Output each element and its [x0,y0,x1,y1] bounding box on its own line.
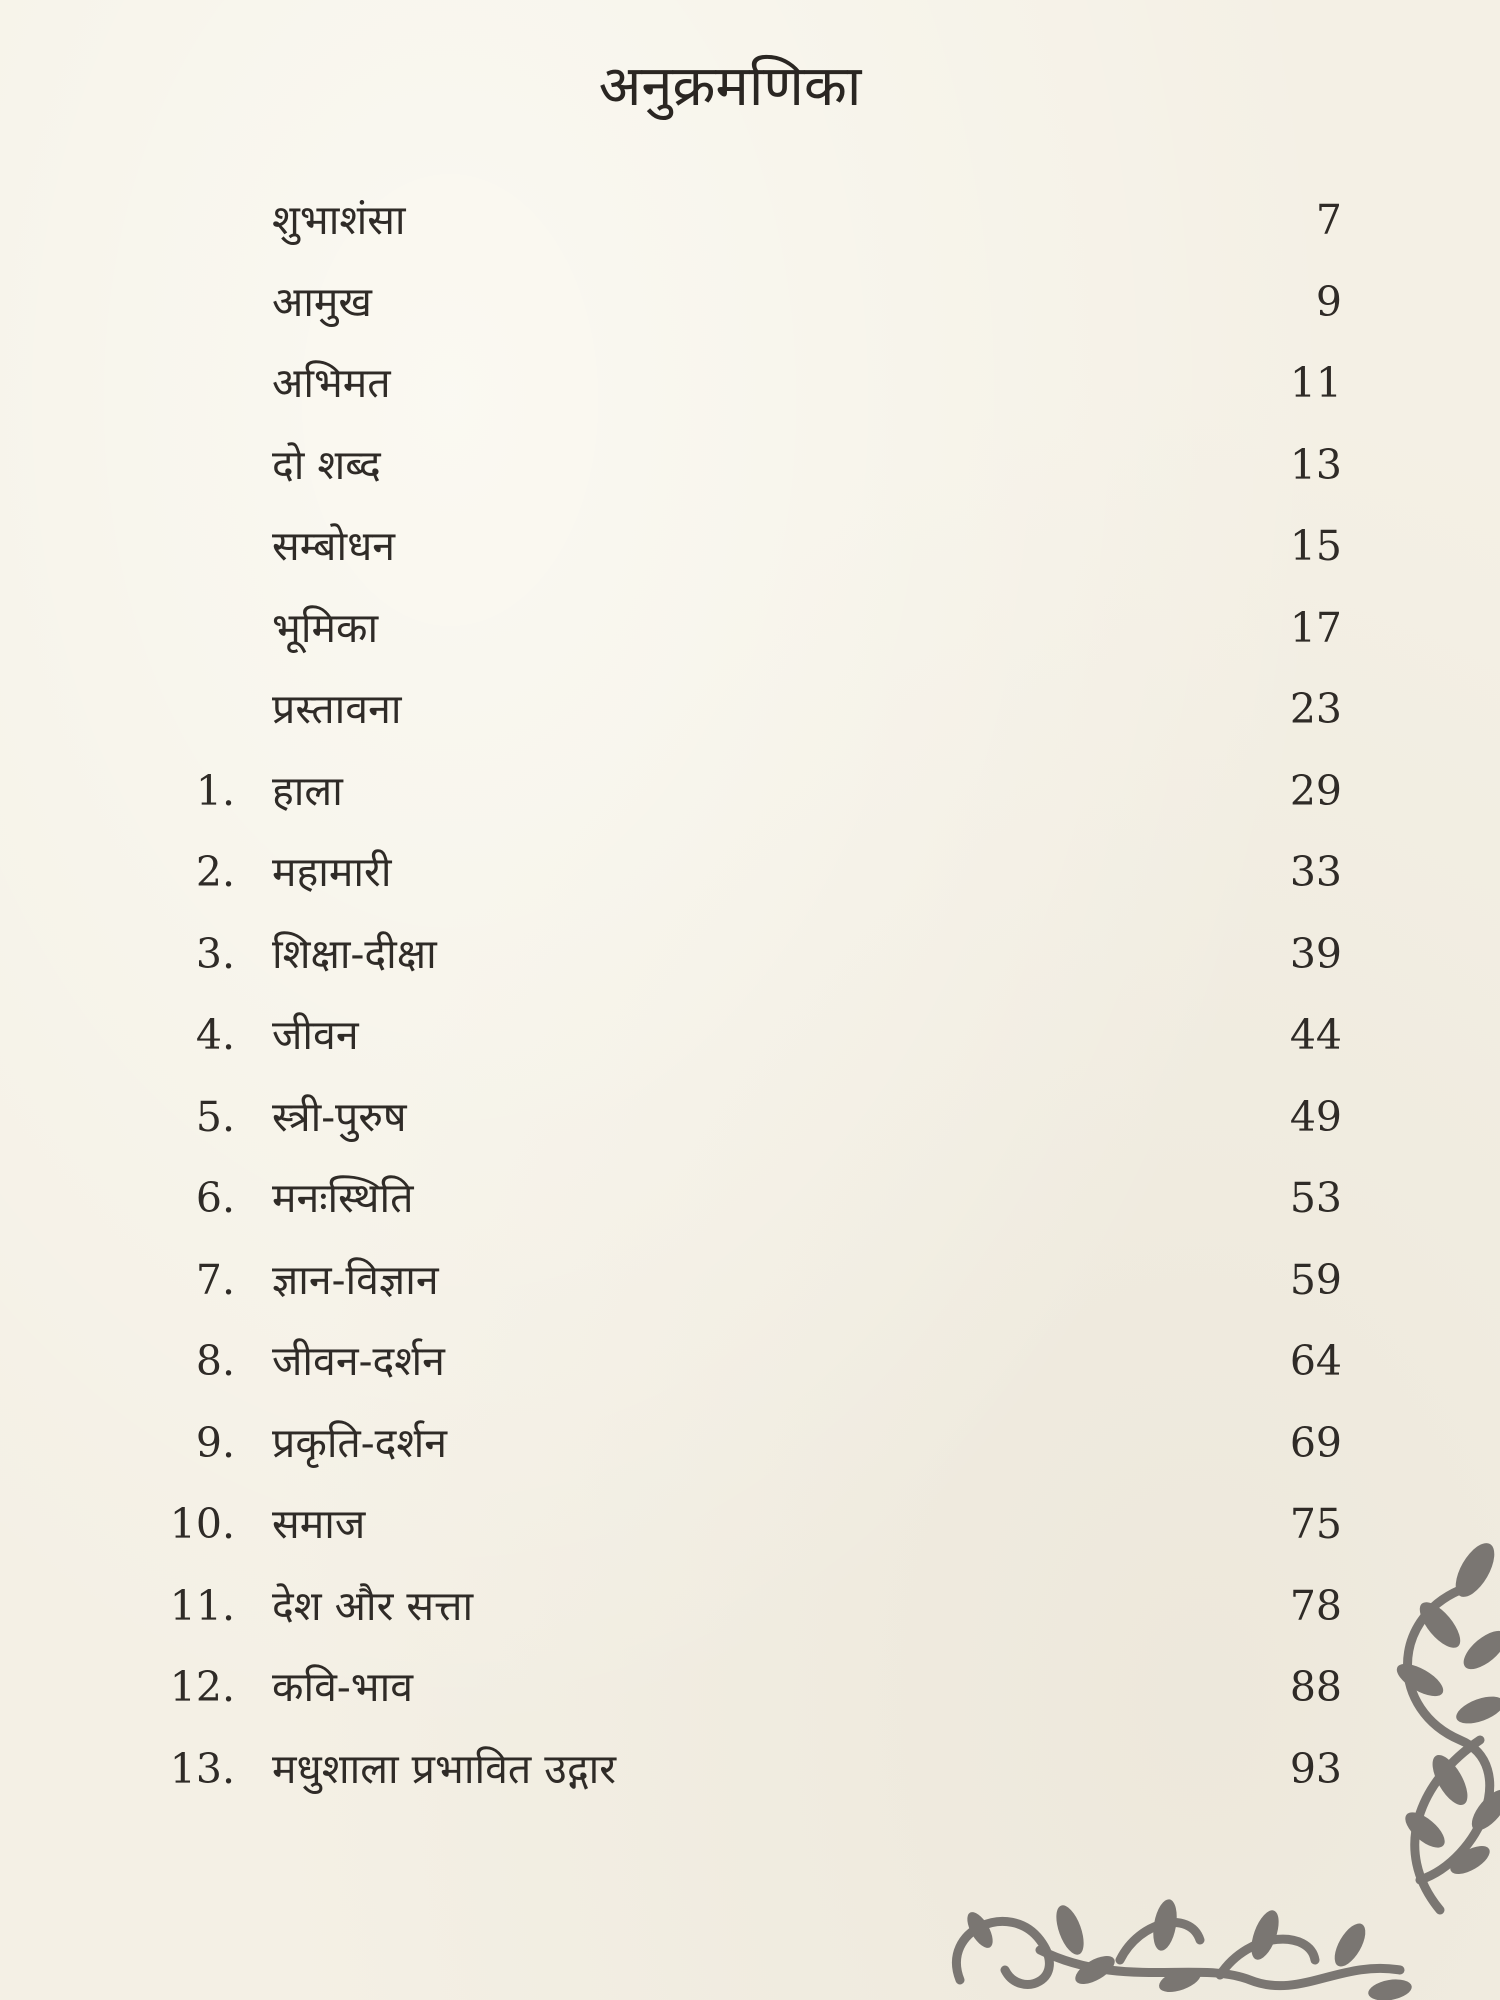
toc-entry-page: 78 [1289,1581,1342,1630]
toc-entry-page: 23 [1289,685,1342,733]
toc-entry [0,761,1500,843]
toc-entry-number: 5. [195,1092,235,1141]
toc-entry-page: 44 [1289,1011,1342,1059]
toc-entry [0,1005,1500,1087]
toc-entry-page: 15 [1289,522,1342,570]
toc-entry-title: समाज [272,1500,366,1548]
toc-entry-page: 7 [1315,196,1342,244]
toc-entry-number: 7. [195,1255,235,1304]
toc-entry-number: 9. [195,1418,235,1467]
toc-entry-page: 39 [1289,929,1342,978]
toc-entry-page: 33 [1289,848,1342,896]
toc-entry-title: भूमिका [272,603,379,652]
toc-entry [0,516,1500,598]
toc-entry [0,679,1500,761]
toc-entry-page: 13 [1289,440,1342,489]
toc-entry-page: 9 [1315,277,1342,326]
toc-entry-title: प्रस्तावना [272,685,402,733]
toc-entry-title: ज्ञान-विज्ञान [272,1255,439,1304]
toc-entry-number: 8. [195,1337,235,1385]
toc-entry-number: 6. [195,1174,235,1222]
toc-entry-page: 59 [1289,1255,1342,1304]
toc-entry-page: 53 [1289,1174,1342,1222]
toc-entry [0,924,1500,1006]
toc-entry [0,272,1500,354]
toc-entry-title: शुभाशंसा [272,196,406,244]
toc-entry-number: 1. [195,766,235,815]
toc-entry-title: प्रकृति-दर्शन [272,1418,448,1467]
toc-entry [0,598,1500,680]
toc-entry [0,1168,1500,1250]
toc-entry-page: 11 [1289,359,1342,407]
toc-entry [0,1331,1500,1413]
page-title: अनुक्रमणिका [598,54,862,119]
toc-entry-title: स्त्री-पुरुष [272,1092,407,1141]
toc-entry-number: 3. [195,929,235,978]
toc-entry-title: आमुख [272,277,372,326]
toc-entry-title: अभिमत [272,359,391,407]
toc-entry-page: 93 [1289,1744,1342,1793]
toc-entry [0,435,1500,517]
toc-entry [0,1250,1500,1332]
floral-swirl-ornament-icon [920,1530,1500,2000]
toc-entry-number: 2. [195,848,235,896]
toc-entry [0,842,1500,924]
toc-entry-title: देश और सत्ता [272,1581,474,1630]
toc-entry-page: 17 [1289,603,1342,652]
toc-entry-page: 69 [1289,1418,1342,1467]
toc-entry-title: कवि-भाव [272,1663,413,1711]
toc-entry-number: 4. [195,1011,235,1059]
toc-entry-number: 12. [169,1663,235,1711]
toc-entry-title: मनःस्थिति [272,1174,414,1222]
toc-entry-title: दो शब्द [272,440,381,489]
toc-entry [0,190,1500,272]
toc-entry-number: 11. [169,1581,235,1630]
toc-entry-title: जीवन [272,1011,359,1059]
toc-entry-page: 75 [1289,1500,1342,1548]
toc-entry-page: 64 [1289,1337,1342,1385]
toc-entry-title: जीवन-दर्शन [272,1337,445,1385]
toc-entry-title: मधुशाला प्रभावित उद्गार [272,1744,616,1793]
toc-entry [0,353,1500,435]
toc-entry-title: महामारी [272,848,392,896]
toc-entry-page: 88 [1289,1663,1342,1711]
toc-entry-title: हाला [272,766,343,815]
toc-entry [0,1087,1500,1169]
toc-entry-page: 49 [1289,1092,1342,1141]
toc-entry [0,1413,1500,1495]
toc-entry-number: 10. [169,1500,235,1548]
toc-entry-number: 13. [169,1744,235,1793]
toc-entry-title: सम्बोधन [272,522,396,570]
toc-entry-title: शिक्षा-दीक्षा [272,929,437,978]
toc-entry-page: 29 [1289,766,1342,815]
